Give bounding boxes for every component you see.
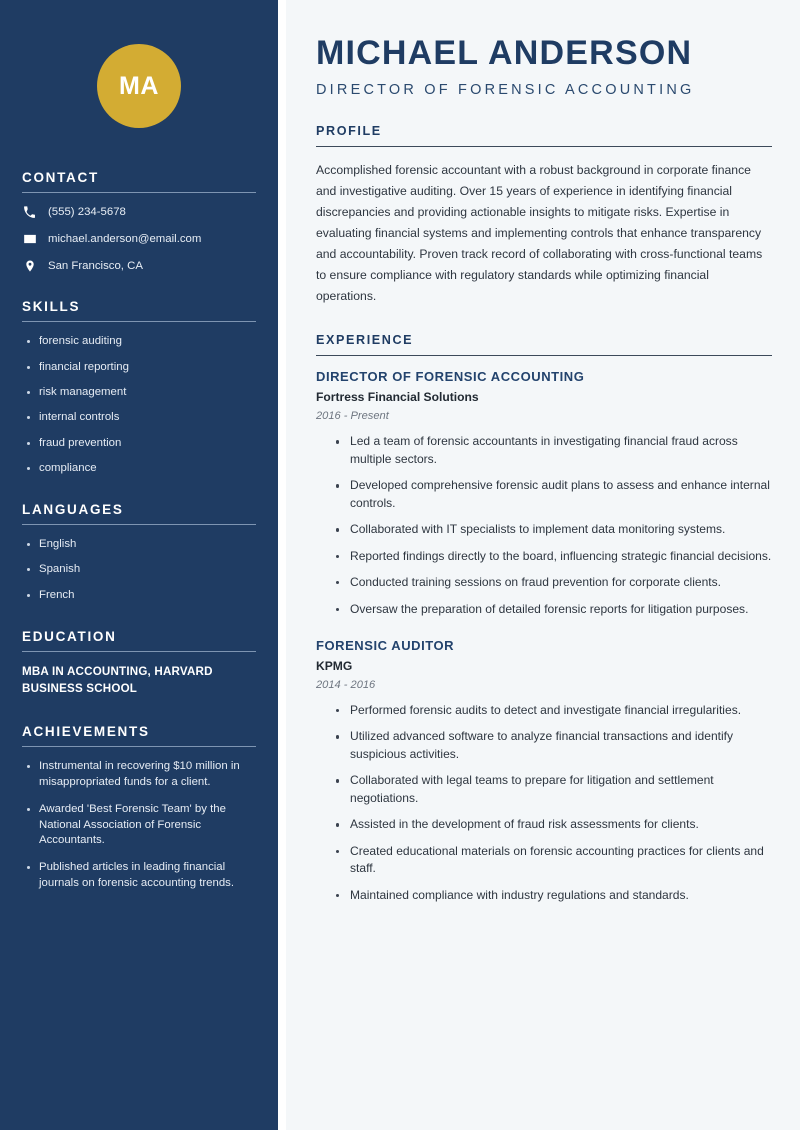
experience-heading: EXPERIENCE xyxy=(316,332,414,347)
sidebar-section-education xyxy=(22,629,256,698)
contact-phone-value: (555) 234-5678 xyxy=(48,206,126,218)
experience-bullets xyxy=(316,702,772,904)
experience-dates: 2016 - Present xyxy=(316,410,389,423)
avatar-wrapper xyxy=(22,0,256,170)
list-item: Collaborated with legal teams to prepare for litigation and settlement negotiations. xyxy=(334,772,772,807)
achievements-list xyxy=(22,759,256,893)
contact-phone-row[interactable] xyxy=(22,205,256,220)
contact-email-value: michael.anderson@email.com xyxy=(48,232,202,245)
phone-icon xyxy=(22,206,37,219)
list-item: fraud prevention xyxy=(22,436,256,451)
sidebar-section-languages xyxy=(22,502,256,603)
contact-email-row[interactable] xyxy=(22,232,256,247)
list-item: Published articles in leading financial journals on forensic accounting trends. xyxy=(22,860,256,892)
list-item: risk management xyxy=(22,385,256,400)
experience-bullets xyxy=(316,433,772,618)
achievements-heading: ACHIEVEMENTS xyxy=(22,723,150,739)
list-item: Conducted training sessions on fraud prevention for corporate clients. xyxy=(334,574,772,591)
contact-divider xyxy=(22,192,256,193)
list-item: Reported findings directly to the board, influencing strategic financial decisions. xyxy=(334,548,772,565)
main-content xyxy=(286,0,800,1130)
list-item: financial reporting xyxy=(22,360,256,375)
profile-text: Accomplished forensic accountant with a robust background in corporate finance and investigative auditing. Over 15 years of experience in identifying financial discrepancies and providing actionable insights to mitigate risks. Expertise in evaluating financial systems and implementing controls that enhance transparency and accountability. Proven track record of collaborating with cross-functional teams to ensure compliance with regulatory standards while optimizing financial operations. xyxy=(316,163,763,303)
languages-divider xyxy=(22,524,256,525)
education-heading: EDUCATION xyxy=(22,629,117,645)
skills-divider xyxy=(22,321,256,322)
contact-location-value: San Francisco, CA xyxy=(48,259,143,272)
experience-company: KPMG xyxy=(316,658,353,673)
list-item: Assisted in the development of fraud risk assessments for clients. xyxy=(334,816,772,833)
languages-heading: LANGUAGES xyxy=(22,502,124,518)
avatar: MA xyxy=(97,44,181,128)
contact-heading: CONTACT xyxy=(22,170,99,185)
list-item: Spanish xyxy=(22,562,256,577)
sidebar xyxy=(0,0,278,1130)
experience-company: Fortress Financial Solutions xyxy=(316,390,479,405)
section-experience xyxy=(316,333,772,904)
skills-heading: SKILLS xyxy=(22,299,81,315)
education-item: MBA IN ACCOUNTING, HARVARD BUSINESS SCHOOL xyxy=(22,665,213,695)
profile-heading: PROFILE xyxy=(316,123,382,138)
list-item: Instrumental in recovering $10 million in misappropriated funds for a client. xyxy=(22,759,256,791)
list-item: Utilized advanced software to analyze financial transactions and identify suspicious activities. xyxy=(334,728,772,763)
experience-role: DIRECTOR OF FORENSIC ACCOUNTING xyxy=(316,369,585,385)
contact-location-row[interactable] xyxy=(22,259,256,274)
experience-entry xyxy=(316,638,772,904)
profile-divider xyxy=(316,146,772,147)
envelope-icon xyxy=(22,232,37,246)
list-item: Awarded 'Best Forensic Team' by the National Association of Forensic Accountants. xyxy=(22,802,256,850)
experience-divider xyxy=(316,355,772,356)
education-divider xyxy=(22,651,256,652)
sidebar-section-achievements xyxy=(22,724,256,893)
professional-title: DIRECTOR OF FORENSIC ACCOUNTING xyxy=(316,81,695,98)
list-item: English xyxy=(22,537,256,552)
list-item: French xyxy=(22,588,256,603)
list-item: Created educational materials on forensic accounting practices for clients and staff. xyxy=(334,843,772,878)
achievements-divider xyxy=(22,746,256,747)
list-item: Developed comprehensive forensic audit plans to assess and enhance internal controls. xyxy=(334,477,772,512)
languages-list xyxy=(22,537,256,603)
list-item: forensic auditing xyxy=(22,334,256,349)
sidebar-section-contact xyxy=(22,170,256,273)
sidebar-section-skills xyxy=(22,299,256,476)
list-item: Collaborated with IT specialists to implement data monitoring systems. xyxy=(334,521,772,538)
column-gap xyxy=(278,0,286,1130)
section-profile xyxy=(316,124,772,307)
location-pin-icon xyxy=(22,259,37,273)
list-item: compliance xyxy=(22,461,256,476)
skills-list xyxy=(22,334,256,476)
list-item: Maintained compliance with industry regulations and standards. xyxy=(334,887,772,904)
list-item: Led a team of forensic accountants in investigating financial fraud across multiple sectors. xyxy=(334,433,772,468)
list-item: internal controls xyxy=(22,410,256,425)
experience-dates: 2014 - 2016 xyxy=(316,678,376,691)
page-title: MICHAEL ANDERSON xyxy=(316,34,693,72)
list-item: Performed forensic audits to detect and investigate financial irregularities. xyxy=(334,702,772,719)
experience-entry xyxy=(316,369,772,618)
list-item: Oversaw the preparation of detailed forensic reports for litigation purposes. xyxy=(334,601,772,618)
experience-role: FORENSIC AUDITOR xyxy=(316,637,455,653)
